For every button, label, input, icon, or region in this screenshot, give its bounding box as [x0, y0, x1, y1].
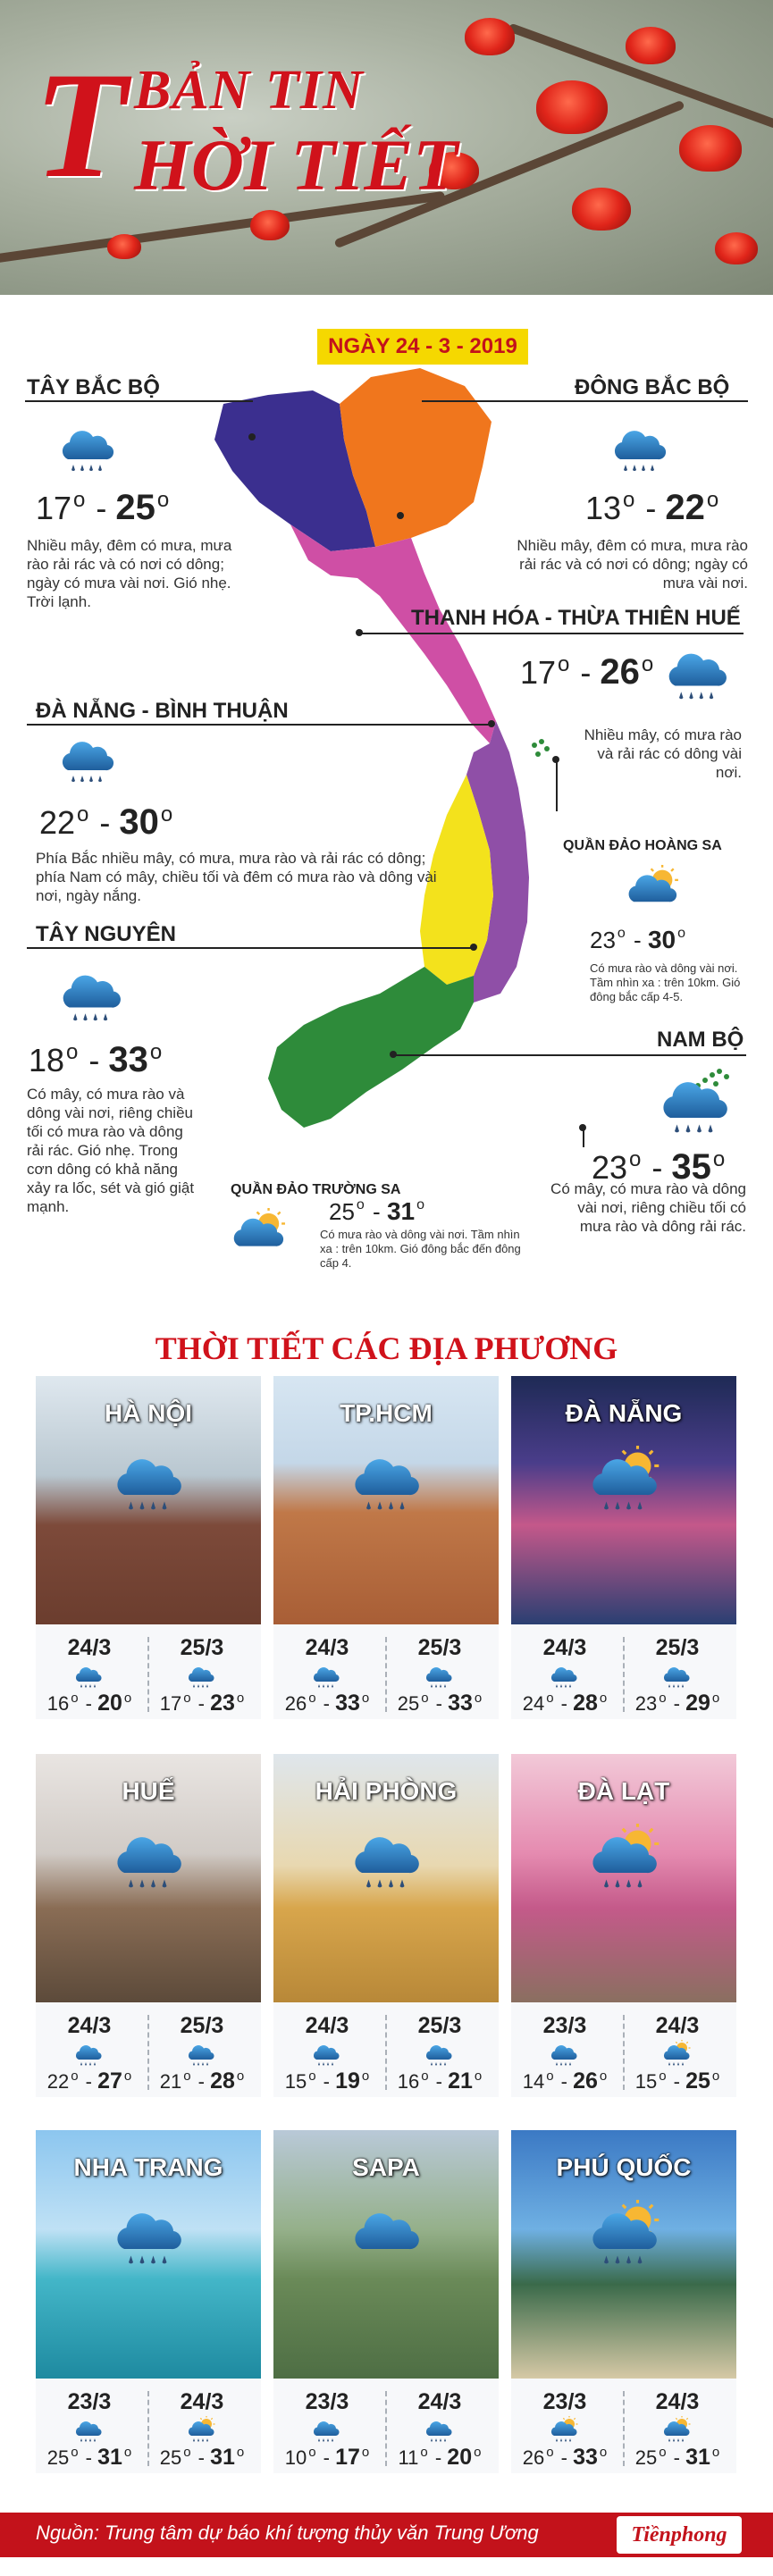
city-name: HẢI PHÒNG — [315, 1777, 458, 1805]
temp-high: 31 — [210, 2445, 235, 2470]
temp-high: 30 — [119, 802, 159, 842]
forecast-temp: 26 $^o$ - 33 $^o$ — [522, 2445, 608, 2470]
region-temp-nam-bo: 23$^o$ - 35$^o$ — [592, 1147, 726, 1187]
temp-high: 29 — [685, 1691, 710, 1716]
flower-decoration — [465, 18, 515, 55]
cloud-rain-icon — [111, 1446, 186, 1517]
temp-low: 14 — [522, 2070, 545, 2093]
island-title-hoang-sa: QUẦN ĐẢO HOÀNG SA — [563, 838, 722, 853]
temp-high: 33 — [335, 1691, 360, 1716]
temp-low: 17 — [159, 1692, 182, 1715]
temp-low: 22 — [46, 2070, 70, 2093]
flower-decoration — [626, 27, 676, 64]
map-marker — [390, 1051, 397, 1058]
city-name: ĐÀ LẠT — [577, 1777, 670, 1805]
forecast-temp: 25 $^o$ - 31 $^o$ — [46, 2445, 132, 2470]
city-card — [36, 1376, 261, 1719]
map-marker — [579, 1124, 586, 1131]
temp-low: 15 — [634, 2070, 658, 2093]
island-temp-hoang-sa: 23 $^o$ - 30 $^o$ — [590, 926, 685, 953]
region-title-thanh-hoa-hue: THANH HÓA - THỪA THIÊN HUẾ — [411, 606, 741, 630]
temp-high: 35 — [671, 1147, 711, 1187]
map-region-nam-bo — [268, 967, 474, 1128]
forecast-temp: 11 $^o$ - 20 $^o$ — [398, 2445, 482, 2470]
date-badge: NGÀY 24 - 3 - 2019 — [317, 329, 528, 365]
sun-cloud-icon — [229, 1208, 297, 1263]
cloud-rain-icon — [73, 2416, 104, 2445]
title-line-2: HỜI TIẾT — [134, 124, 458, 206]
cloud-rain-icon — [111, 1824, 186, 1895]
cloud-rain-icon — [57, 963, 129, 1028]
region-desc-nam-bo: Có mây, có mưa rào và dông vài nơi, riêng chiều tối có mưa rào và dông rải rác. — [550, 1180, 746, 1235]
temp-low: 17 — [36, 490, 72, 526]
region-title-da-nang-binh-thuan: ĐÀ NẴNG - BÌNH THUẬN — [36, 699, 289, 723]
sun-cloud-rain-icon — [661, 2040, 692, 2068]
region-temp-tay-nguyen: 18$^o$ - 33$^o$ — [29, 1040, 163, 1079]
cloud-rain-icon — [424, 1662, 454, 1691]
forecast-date: 25/3 — [180, 2013, 224, 2038]
region-temp-dong-bac: 13$^o$ - 22$^o$ — [585, 488, 719, 527]
temp-high: 31 — [386, 1197, 416, 1225]
forecast-date: 24/3 — [655, 2389, 700, 2414]
flower-decoration — [679, 125, 742, 172]
temp-low: 15 — [284, 2070, 307, 2093]
island-temp-truong-sa: 25 $^o$ - 31 $^o$ — [329, 1197, 424, 1225]
region-temp-da-nang-binh-thuan: 22$^o$ - 30$^o$ — [39, 802, 173, 842]
cloud-rain-icon — [186, 2040, 216, 2068]
cities-heading: THỜI TIẾT CÁC ĐỊA PHƯƠNG — [155, 1330, 618, 1366]
sun-cloud-rain-icon — [586, 1446, 661, 1517]
region-temp-tay-bac: 17$^o$ - 25$^o$ — [36, 488, 170, 527]
forecast-temp: 14 $^o$ - 26 $^o$ — [522, 2068, 608, 2094]
sun-cloud-rain-icon — [586, 2200, 661, 2271]
city-card — [511, 1376, 736, 1719]
forecast-date: 24/3 — [67, 1635, 112, 1660]
cloud-rain-icon — [186, 1662, 216, 1691]
forecast-temp: 21 $^o$ - 28 $^o$ — [159, 2068, 245, 2094]
city-card — [511, 1754, 736, 2097]
temp-low: 16 — [397, 2070, 420, 2093]
temp-low: 23 — [634, 1692, 658, 1715]
cloud-rain-icon — [73, 2040, 104, 2068]
forecast-date: 23/3 — [67, 2389, 112, 2414]
temp-high: 21 — [448, 2068, 473, 2094]
forecast-temp: 17 $^o$ - 23 $^o$ — [159, 1691, 245, 1716]
temp-low: 21 — [159, 2070, 182, 2093]
forecast-temp: 16 $^o$ - 21 $^o$ — [397, 2068, 483, 2094]
temp-low: 17 — [520, 654, 557, 691]
temp-low: 22 — [39, 804, 76, 841]
leader-line — [359, 633, 744, 634]
map-marker — [470, 944, 477, 951]
city-name: NHA TRANG — [73, 2153, 223, 2181]
region-title-dong-bac: ĐÔNG BẮC BỘ — [575, 375, 730, 399]
cloud-rain-icon — [311, 2040, 341, 2068]
temp-high: 26 — [600, 652, 640, 692]
temp-high: 22 — [665, 488, 705, 527]
temp-low: 10 — [284, 2446, 307, 2469]
temp-low: 25 — [397, 1692, 420, 1715]
temp-high: 25 — [115, 488, 155, 527]
region-desc-da-nang-binh-thuan: Phía Bắc nhiều mây, có mưa, mưa rào và rải rác có dông; phía Nam có mây, chiều tối và đêm có mưa rào và dông vài nơi, ngày nắng. — [36, 850, 437, 904]
region-title-tay-nguyen: TÂY NGUYÊN — [36, 922, 176, 946]
city-card — [273, 1376, 499, 1719]
tienphong-logo: Tiềnphong — [617, 2516, 742, 2554]
map-marker — [552, 756, 559, 763]
sun-cloud-rain-icon — [661, 2416, 692, 2445]
cloud-rain-icon — [57, 731, 116, 788]
temp-high: 27 — [97, 2068, 122, 2094]
forecast-date: 25/3 — [417, 1635, 462, 1660]
city-card — [273, 1754, 499, 2097]
forecast-date: 23/3 — [542, 2013, 587, 2038]
island-desc-hoang-sa: Có mưa rào và dông vài nơi. Tầm nhìn xa : trên 10km. Gió đông bắc cấp 4-5. — [590, 961, 741, 1003]
temp-high: 20 — [97, 1691, 122, 1716]
city-name: HÀ NỘI — [105, 1399, 192, 1427]
temp-high: 23 — [210, 1691, 235, 1716]
flower-decoration — [107, 234, 141, 259]
forecast-temp: 25 $^o$ - 33 $^o$ — [397, 1691, 483, 1716]
cloud-rain-icon — [661, 1662, 692, 1691]
forecast-temp: 23 $^o$ - 29 $^o$ — [634, 1691, 720, 1716]
cloud-rain-icon — [311, 2416, 341, 2445]
cloud-rain-icon — [349, 1824, 424, 1895]
city-name: HUẾ — [122, 1777, 175, 1805]
forecast-temp: 10 $^o$ - 17 $^o$ — [284, 2445, 370, 2470]
cloud-rain-icon — [549, 2040, 579, 2068]
region-desc-dong-bac: Nhiều mây, đêm có mưa, mưa rào rải rác và có nơi có dông; ngày có mưa vài nơi. — [517, 537, 748, 592]
title-line-1: BẢN TIN — [134, 60, 364, 121]
temp-high: 17 — [335, 2445, 360, 2470]
leader-line — [556, 758, 558, 811]
flower-decoration — [715, 232, 758, 264]
temp-high: 31 — [97, 2445, 122, 2470]
temp-low: 26 — [522, 2446, 545, 2469]
forecast-temp: 25 $^o$ - 31 $^o$ — [159, 2445, 245, 2470]
forecast-date: 25/3 — [417, 2013, 462, 2038]
region-desc-tay-nguyen: Có mây, có mưa rào và dông vài nơi, riêng chiều tối có mưa rào và dông rải rác. Gió nhẹ. Trong cơn dông có khả năng xảy ra lốc, sét và gió giật mạnh. — [27, 1086, 195, 1215]
temp-high: 26 — [573, 2068, 598, 2094]
forecast-date: 25/3 — [180, 1635, 224, 1660]
map-marker — [488, 720, 495, 727]
map-marker — [356, 629, 363, 636]
cloud-rain-icon — [111, 2200, 186, 2271]
forecast-date: 25/3 — [655, 1635, 700, 1660]
temp-high: 28 — [210, 2068, 235, 2094]
cloud-rain-icon — [424, 2416, 454, 2445]
cloud-rain-icon — [609, 420, 668, 477]
temp-low: 11 — [398, 2446, 419, 2469]
city-card — [36, 2130, 261, 2473]
temp-low: 24 — [522, 1692, 545, 1715]
cloud-rain-icon — [663, 642, 731, 706]
flower-decoration — [572, 188, 631, 231]
temp-low: 25 — [46, 2446, 70, 2469]
island-desc-truong-sa: Có mưa rào và dông vài nơi. Tầm nhìn xa : trên 10km. Gió đông bắc đến đông cấp 4. — [320, 1228, 521, 1270]
leader-line — [25, 400, 253, 402]
region-desc-thanh-hoa-hue: Nhiều mây, có mưa rào và rải rác có dông vài nơi. — [584, 726, 742, 781]
forecast-date: 23/3 — [542, 2389, 587, 2414]
temp-low: 23 — [592, 1149, 628, 1186]
cloud-rain-icon — [311, 1662, 341, 1691]
forecast-date: 24/3 — [655, 2013, 700, 2038]
temp-low: 23 — [590, 927, 616, 953]
leader-line — [393, 1054, 746, 1056]
temp-high: 20 — [447, 2445, 473, 2470]
temp-low: 16 — [46, 1692, 70, 1715]
temp-high: 28 — [573, 1691, 598, 1716]
forecast-temp: 26 $^o$ - 33 $^o$ — [284, 1691, 370, 1716]
temp-high: 33 — [448, 1691, 473, 1716]
forecast-date: 24/3 — [305, 1635, 349, 1660]
cloud-rain-icon — [73, 1662, 104, 1691]
city-name: PHÚ QUỐC — [556, 2153, 692, 2181]
sun-cloud-icon — [624, 865, 683, 919]
source-text: Nguồn: Trung tâm dự báo khí tượng thủy văn Trung Ương — [36, 2521, 539, 2544]
forecast-temp: 15 $^o$ - 25 $^o$ — [634, 2068, 720, 2094]
city-card — [36, 1754, 261, 2097]
forecast-date: 24/3 — [67, 2013, 112, 2038]
sun-cloud-rain-icon — [186, 2416, 216, 2445]
forecast-temp: 22 $^o$ - 27 $^o$ — [46, 2068, 132, 2094]
map-marker — [248, 433, 256, 441]
leader-line — [422, 400, 748, 402]
forecast-date: 24/3 — [417, 2389, 462, 2414]
temp-high: 33 — [573, 2445, 598, 2470]
forecast-temp: 25 $^o$ - 31 $^o$ — [634, 2445, 720, 2470]
cloud-rain-icon — [57, 420, 116, 477]
sun-cloud-rain-icon — [549, 2416, 579, 2445]
forecast-temp: 15 $^o$ - 19 $^o$ — [284, 2068, 370, 2094]
leader-line — [27, 724, 492, 726]
temp-high: 25 — [685, 2068, 710, 2094]
temp-high: 33 — [108, 1040, 148, 1079]
vietnam-map — [206, 368, 563, 1137]
city-name: TP.HCM — [340, 1399, 433, 1427]
temp-low: 26 — [284, 1692, 307, 1715]
region-desc-tay-bac: Nhiều mây, đêm có mưa, mưa rào rải rác và có nơi có dông; ngày có mưa vài nơi. Gió nhẹ. Trời lạnh. — [27, 537, 232, 610]
island-title-truong-sa: QUẦN ĐẢO TRƯỜNG SA — [231, 1182, 401, 1197]
cloud-rain-icon — [349, 1446, 424, 1517]
temp-high: 31 — [685, 2445, 710, 2470]
flower-decoration — [250, 210, 290, 240]
temp-high: 19 — [335, 2068, 360, 2094]
temp-high: 30 — [647, 926, 676, 953]
cloud-rain-icon — [424, 2040, 454, 2068]
region-temp-thanh-hoa-hue: 17$^o$ - 26$^o$ — [520, 652, 654, 692]
temp-low: 25 — [159, 2446, 182, 2469]
sun-cloud-rain-icon — [586, 1824, 661, 1895]
city-name: SAPA — [352, 2153, 420, 2181]
forecast-date: 24/3 — [542, 1635, 587, 1660]
temp-low: 13 — [585, 490, 622, 526]
region-title-tay-bac: TÂY BẮC BỘ — [27, 375, 160, 399]
city-name: ĐÀ NẴNG — [565, 1399, 683, 1427]
city-card — [511, 2130, 736, 2473]
title-initial: T — [34, 41, 127, 209]
flower-decoration — [536, 80, 608, 134]
city-card — [273, 2130, 499, 2473]
region-title-nam-bo: NAM BỘ — [657, 1028, 744, 1052]
map-marker — [397, 512, 404, 519]
leader-line — [27, 947, 474, 949]
cloud-rain-icon — [549, 1662, 579, 1691]
forecast-date: 24/3 — [305, 2013, 349, 2038]
temp-low: 18 — [29, 1042, 65, 1078]
cloud-rain-icon — [657, 1069, 732, 1140]
forecast-date: 23/3 — [305, 2389, 349, 2414]
temp-low: 25 — [634, 2446, 658, 2469]
cloud-icon — [349, 2200, 424, 2271]
forecast-temp: 16 $^o$ - 20 $^o$ — [46, 1691, 132, 1716]
forecast-date: 24/3 — [180, 2389, 224, 2414]
forecast-temp: 24 $^o$ - 28 $^o$ — [522, 1691, 608, 1716]
temp-low: 25 — [329, 1198, 355, 1225]
